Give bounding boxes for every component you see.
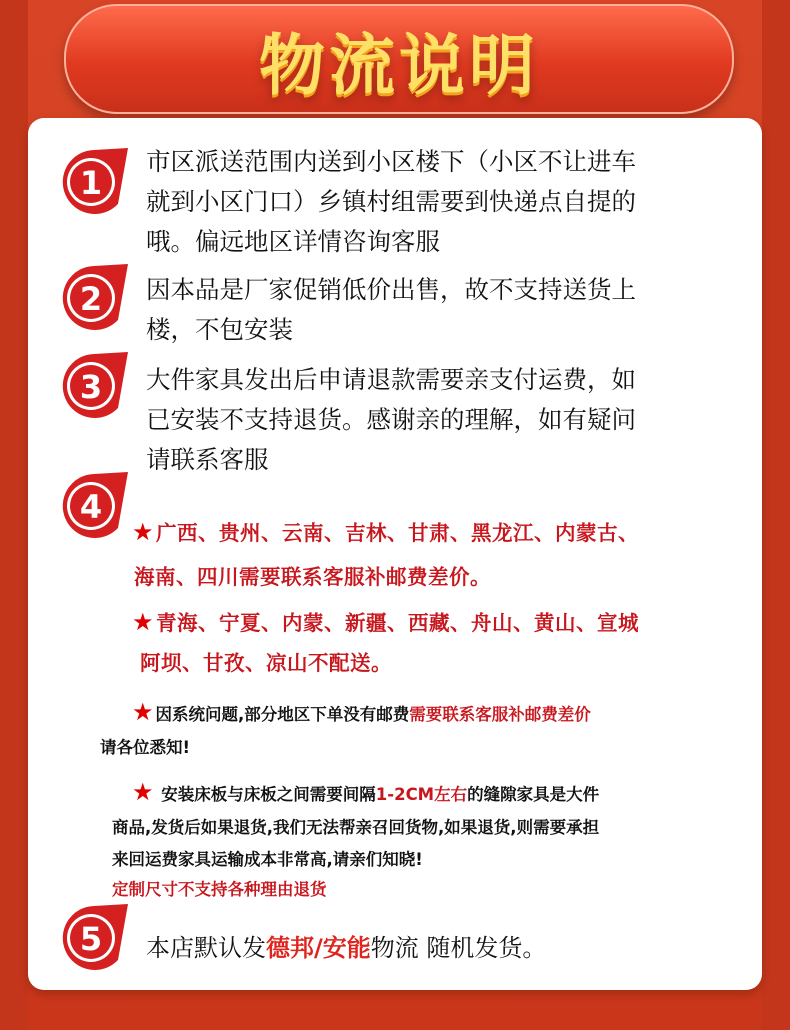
star-icon: ★: [132, 698, 154, 726]
item-3-line-3: 请联系客服: [146, 445, 269, 474]
no-delivery-line-1: ★青海、宁夏、内蒙、新疆、西藏、舟山、黄山、宣城: [132, 608, 640, 636]
system-issue-line-1: ★ 因系统问题,部分地区下单没有邮费需要联系客服补邮费差价: [132, 698, 591, 726]
item-1-line-3: 哦。偏远地区详情咨询客服: [146, 227, 440, 256]
badge-icon: [58, 146, 130, 220]
badge-number: 1: [79, 164, 103, 202]
badge-icon: [58, 902, 130, 976]
right-edge: [762, 0, 790, 1030]
number-badge-2: [58, 262, 130, 336]
title-banner: [64, 4, 734, 114]
custom-size-notice: 定制尺寸不支持各种理由退货: [112, 880, 327, 899]
star-icon: ★: [132, 778, 154, 806]
carrier-highlight: 德邦/安能: [266, 934, 371, 962]
item-1-text: [146, 142, 636, 262]
no-delivery-line-2: 阿坝、甘孜、凉山不配送。: [140, 651, 392, 675]
badge-icon: [58, 470, 130, 544]
number-badge-3: [58, 350, 130, 424]
item-3-line-2: 已安装不支持退货。感谢亲的理解，如有疑问: [146, 405, 636, 434]
badge-number: 5: [79, 920, 103, 958]
star-icon: ★: [132, 518, 155, 546]
supplement-notice-line-1: ★广西、贵州、云南、吉林、甘肃、黑龙江、内蒙古、: [132, 518, 640, 546]
item-1-line-2: 就到小区门口）乡镇村组需要到快递点自提的: [146, 187, 636, 216]
number-badge-5: [58, 902, 130, 976]
gap-notice-line-2: 商品,发货后如果退货,我们无法帮亲召回货物,如果退货,则需要承担: [112, 818, 600, 837]
item-2-text: [146, 270, 636, 350]
item-2-line-2: 楼，不包安装: [146, 315, 293, 344]
star-icon: ★: [132, 608, 155, 636]
gap-notice-line-3: 来回运费家具运输成本非常高,请亲们知晓!: [112, 850, 423, 869]
badge-number: 4: [79, 488, 103, 526]
page-title: 物流说明: [259, 26, 539, 104]
badge-icon: [58, 350, 130, 424]
badge-number: 3: [79, 368, 103, 406]
item-1-line-1: 市区派送范围内送到小区楼下（小区不让进车: [146, 147, 636, 176]
item-2-line-1: 因本品是厂家促销低价出售，故不支持送货上: [146, 275, 636, 304]
item-3-text: [146, 360, 636, 480]
system-issue-line-2: 请各位悉知!: [100, 738, 191, 757]
shipping-carrier-text: 本店默认发德邦/安能物流 随机发货。: [146, 934, 547, 962]
item-3-line-1: 大件家具发出后申请退款需要亲支付运费，如: [146, 365, 636, 394]
left-edge: [0, 0, 28, 1030]
number-badge-1: [58, 146, 130, 220]
badge-number: 2: [79, 280, 103, 318]
gap-notice-line-1: ★ 安装床板与床板之间需要间隔1-2CM左右的缝隙家具是大件: [132, 778, 600, 806]
number-badge-4: [58, 470, 130, 544]
supplement-notice-line-2: 海南、四川需要联系客服补邮费差价。: [134, 565, 491, 589]
badge-icon: [58, 262, 130, 336]
